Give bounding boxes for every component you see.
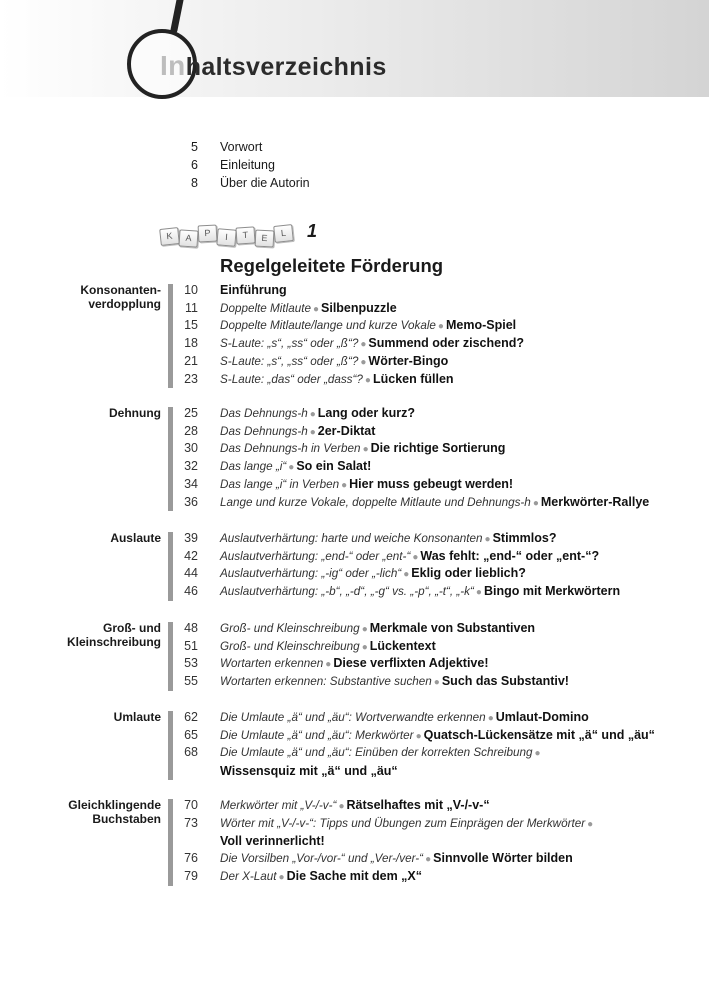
entry-page: 30 — [184, 441, 198, 456]
title-initial: In — [160, 50, 186, 81]
bullet-icon: ● — [412, 551, 419, 563]
entry-activity: Lücken füllen — [372, 371, 454, 386]
chapter-number: 1 — [307, 221, 318, 241]
entry-activity: Wörter-Bingo — [368, 353, 449, 368]
entry-page: 48 — [184, 621, 198, 635]
bullet-icon: ● — [487, 713, 494, 724]
entry-topic: Lange und kurze Vokale, doppelte Mitlaute und Dehnungs-h — [220, 495, 531, 509]
entry-text — [220, 335, 650, 354]
chapter-tile: L — [273, 224, 294, 243]
chapter-tiles — [160, 222, 360, 252]
bullet-icon: ● — [309, 409, 316, 420]
bullet-icon: ● — [362, 444, 369, 456]
entry-text — [220, 620, 650, 639]
intro-page: 5 — [191, 140, 198, 154]
group-divider — [168, 407, 173, 511]
entry-activity: Memo-Spiel — [445, 318, 517, 333]
entry-activity: Lückentext — [369, 638, 436, 653]
entry-activity: Hier muss gebeugt werden! — [349, 476, 514, 491]
entry-topic: Auslautverhärtung: „end-“ oder „ent-“ — [220, 549, 411, 563]
entry-text — [220, 548, 650, 567]
bullet-icon: ● — [403, 569, 410, 581]
entry-topic: Das lange „i“ — [220, 460, 287, 474]
entry-page: 25 — [184, 406, 198, 420]
entry-page: 28 — [184, 423, 198, 438]
entry-activity: Stimmlos? — [492, 531, 557, 545]
bullet-icon: ● — [364, 374, 371, 386]
entry-page: 36 — [184, 494, 198, 509]
entry-page: 68 — [184, 745, 198, 760]
entry-activity: Umlaut-Domino — [495, 710, 589, 724]
bullet-icon: ● — [475, 587, 482, 599]
bullet-icon: ● — [437, 321, 444, 333]
entry-page: 21 — [184, 353, 198, 368]
entry-topic: Doppelte Mitlaute — [220, 301, 311, 315]
bullet-icon: ● — [361, 624, 368, 635]
chapter-tile: E — [255, 230, 275, 248]
group-divider — [168, 284, 173, 388]
entry-activity: So ein Salat! — [296, 459, 372, 474]
entry-page: 15 — [184, 318, 198, 333]
entry-activity: Such das Substantiv! — [441, 674, 569, 689]
entry-page: 34 — [184, 476, 198, 491]
entry-activity: Diese verflixten Adjektive! — [333, 656, 489, 671]
entry-text — [220, 423, 650, 442]
entry-topic: Auslautverhärtung: „-ig“ oder „-lich“ — [220, 567, 402, 581]
entry-topic: Der X-Laut — [220, 869, 277, 883]
entry-activity: Rätselhaftes mit „V-/-v-“ — [346, 798, 490, 812]
chapter-tile: K — [159, 227, 180, 246]
entry-text — [220, 655, 650, 674]
entry-topic: Die Umlaute „ä“ und „äu“: Einüben der korrekten Schreibung — [220, 746, 533, 760]
entry-text — [220, 405, 650, 424]
entry-page: 55 — [184, 674, 198, 689]
category-label: Gleichklingende Buchstaben — [68, 798, 161, 826]
entry-topic: Die Umlaute „ä“ und „äu“: Merkwörter — [220, 728, 414, 742]
entry-page: 70 — [184, 798, 198, 812]
bullet-icon: ● — [341, 479, 348, 491]
entry-text — [220, 440, 650, 459]
entry-topic: Groß- und Kleinschreibung — [220, 622, 360, 635]
entry-text — [220, 583, 650, 602]
bullet-icon: ● — [312, 303, 320, 315]
entry-page: 62 — [184, 710, 198, 724]
entry-topic: Das Dehnungs-h — [220, 407, 308, 420]
group-divider — [168, 711, 173, 780]
page-title — [160, 50, 387, 82]
entry-page: 73 — [184, 815, 198, 830]
entry-topic: Wortarten erkennen — [220, 657, 324, 671]
entry-topic: Groß- und Kleinschreibung — [220, 639, 360, 653]
entry-text — [220, 850, 650, 869]
intro-page: 6 — [191, 158, 198, 172]
chapter-tile: P — [198, 225, 218, 243]
entry-text — [220, 638, 650, 657]
entry-activity: Merkmale von Substantiven — [369, 621, 536, 635]
entry-page: 65 — [184, 727, 198, 742]
entry-text — [220, 494, 650, 513]
entry-activity: Einführung — [220, 283, 287, 297]
bullet-icon: ● — [425, 854, 432, 866]
entry-topic: Die Vorsilben „Vor-/vor-“ und „Ver-/ver-“ — [220, 852, 424, 866]
entry-text — [220, 868, 650, 887]
entry-topic: Auslautverhärtung: „-b“, „-d“, „-g“ vs. „-p“, „-t“, „-k“ — [220, 585, 474, 599]
entry-page: 32 — [184, 459, 198, 474]
entry-page: 42 — [184, 548, 198, 563]
entry-activity: Was fehlt: „end-“ oder „ent-“? — [420, 548, 600, 563]
entry-text — [220, 458, 650, 477]
entry-topic: Doppelte Mitlaute/lange und kurze Vokale — [220, 319, 436, 333]
entry-activity: Die Sache mit dem „X“ — [286, 868, 423, 883]
entry-page: 44 — [184, 566, 198, 581]
group-divider — [168, 532, 173, 601]
chapter-tile: A — [178, 229, 198, 247]
bullet-icon: ● — [360, 339, 367, 351]
entry-activity: Lang oder kurz? — [317, 406, 415, 420]
group-divider — [168, 622, 173, 691]
entry-topic: Wortarten erkennen: Substantive suchen — [220, 675, 432, 689]
entry-topic: Auslautverhärtung: harte und weiche Konsonanten — [220, 532, 483, 545]
entry-page: 23 — [184, 371, 198, 386]
entry-topic: Das Dehnungs-h — [220, 424, 308, 438]
bullet-icon: ● — [278, 871, 285, 883]
bullet-icon: ● — [484, 534, 491, 545]
header-band — [0, 0, 709, 97]
group-divider — [168, 799, 173, 886]
entry-text — [220, 371, 650, 390]
entry-text — [220, 530, 650, 549]
bullet-icon: ● — [338, 801, 345, 812]
entry-text — [220, 353, 650, 372]
entry-topic: Die Umlaute „ä“ und „äu“: Wortverwandte erkennen — [220, 711, 486, 724]
bullet-icon: ● — [288, 462, 295, 474]
bullet-icon: ● — [360, 356, 367, 368]
intro-label: Einleitung — [220, 158, 275, 172]
entry-text — [220, 282, 650, 300]
entry-page: 76 — [184, 851, 198, 866]
entry-activity: Quatsch-Lückensätze mit „ä“ und „äu“ — [423, 727, 655, 742]
entry-page: 79 — [184, 868, 198, 883]
category-label: Groß- und Kleinschreibung — [66, 621, 161, 649]
entry-text — [220, 727, 655, 746]
entry-page: 10 — [184, 283, 198, 297]
entry-text — [220, 709, 650, 728]
entry-page: 53 — [184, 656, 198, 671]
chapter-tile: T — [235, 226, 255, 244]
entry-activity: Silbenpuzzle — [321, 300, 397, 315]
entry-text — [220, 565, 650, 584]
entry-text — [220, 317, 650, 336]
entry-activity: Eklig oder lieblich? — [411, 566, 526, 581]
entry-page: 11 — [185, 300, 198, 315]
entry-activity: Wissensquiz mit „ä“ und „äu“ — [220, 764, 398, 779]
category-label: Auslaute — [110, 531, 161, 545]
entry-activity: Voll verinnerlicht! — [220, 834, 325, 849]
entry-activity: 2er-Diktat — [317, 423, 376, 438]
bullet-icon: ● — [325, 659, 332, 671]
entry-page: 51 — [184, 638, 198, 653]
entry-page: 46 — [184, 584, 198, 599]
entry-topic: Merkwörter mit „V-/-v-“ — [220, 799, 337, 812]
entry-activity: Summend oder zischend? — [368, 336, 524, 351]
bullet-icon: ● — [534, 748, 541, 760]
entry-activity: Bingo mit Merkwörtern — [483, 584, 621, 599]
bullet-icon: ● — [415, 730, 422, 742]
category-label: Konsonanten- verdopplung — [80, 283, 161, 311]
entry-text — [220, 673, 650, 692]
intro-label: Vorwort — [220, 140, 263, 154]
bullet-icon: ● — [587, 818, 594, 830]
bullet-icon: ● — [309, 426, 316, 438]
entry-topic: S-Laute: „s“, „ss“ oder „ß“? — [220, 354, 359, 368]
bullet-icon: ● — [361, 641, 368, 653]
bullet-icon: ● — [532, 497, 539, 509]
entry-activity: Merkwörter-Rallye — [540, 494, 650, 509]
entry-page: 39 — [184, 531, 198, 545]
category-label: Umlaute — [113, 710, 161, 724]
entry-topic: S-Laute: „das“ oder „dass“? — [220, 372, 363, 386]
entry-topic: S-Laute: „s“, „ss“ oder „ß“? — [220, 337, 359, 351]
chapter-title: Regelgeleitete Förderung — [220, 255, 444, 276]
entry-text — [220, 744, 650, 780]
intro-page: 8 — [191, 176, 198, 190]
title-rest: haltsverzeichnis — [185, 53, 387, 81]
category-label: Dehnung — [109, 406, 161, 420]
entry-topic: Wörter mit „V-/-v-“: Tipps und Übungen zum Einprägen der Merkwörter — [220, 816, 586, 830]
entry-topic: Das lange „i“ in Verben — [220, 477, 340, 491]
bullet-icon: ● — [433, 677, 440, 689]
entry-activity: Die richtige Sortierung — [370, 441, 506, 456]
entry-text — [220, 815, 650, 851]
entry-text — [220, 476, 650, 495]
entry-topic: Das Dehnungs-h in Verben — [220, 442, 361, 456]
entry-page: 18 — [184, 336, 198, 351]
chapter-tile: I — [216, 228, 236, 247]
entry-text — [220, 300, 650, 319]
intro-label: Über die Autorin — [220, 176, 310, 190]
entry-text — [220, 797, 650, 816]
entry-activity: Sinnvolle Wörter bilden — [433, 851, 573, 866]
